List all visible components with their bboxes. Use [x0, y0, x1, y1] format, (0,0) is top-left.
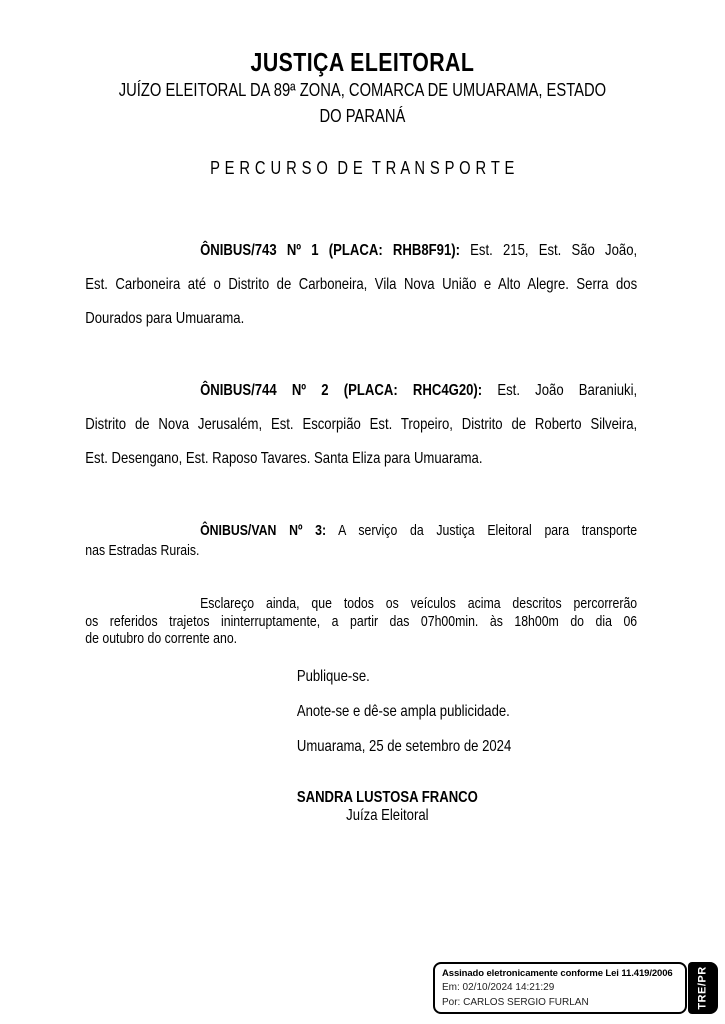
closing-publish: Publique-se.	[296, 668, 370, 685]
bus-743-lead: ÔNIBUS/743 Nº 1 (PLACA: RHB8F91):	[200, 242, 460, 259]
bus-744-lead: ÔNIBUS/744 Nº 2 (PLACA: RHC4G20):	[200, 382, 483, 399]
van-3-lead: ÔNIBUS/VAN Nº 3:	[200, 522, 327, 539]
text-line: Est. Desengano, Est. Raposo Tavares. Santa Eliza para Umuarama.	[85, 450, 483, 467]
court-line-1: JUÍZO ELEITORAL DA 89ª ZONA, COMARCA DE UMUARAMA, ESTADO	[118, 80, 607, 100]
paragraph-clarification	[85, 595, 637, 648]
paragraph-van-3	[85, 521, 637, 561]
text-line: Est. Carboneira até o Distrito de Carboneira, Vila Nova União e Alto Alegre. Serra dos	[85, 276, 638, 293]
document-title: P E R C U R S O D E T R A N S P O R T E	[210, 158, 515, 178]
text-line: de outubro do corrente ano.	[85, 630, 238, 647]
tre-pr-tab	[688, 962, 718, 1014]
closing-dateline: Umuarama, 25 de setembro de 2024	[296, 738, 512, 755]
paragraph-bus-744	[85, 374, 637, 476]
stamp-law-line: Assinado eletronicamente conforme Lei 11.419/2006	[442, 968, 673, 979]
text-line: os referidos trajetos ininterruptamente, a partir das 07h00min. às 18h00m do dia 06	[85, 612, 638, 630]
court-line-2: DO PARANÁ	[319, 106, 406, 126]
text-line: Dourados para Umuarama.	[85, 310, 245, 327]
closing-block	[297, 659, 511, 764]
stamp-signer-line: Por: CARLOS SERGIO FURLAN	[442, 997, 589, 1008]
document-header	[0, 47, 725, 129]
bus-744-line1-rest: Est. João Baraniuki,	[482, 382, 638, 399]
org-title: JUSTIÇA ELEITORAL	[250, 47, 475, 77]
paragraph-bus-743	[85, 234, 637, 336]
text-line: nas Estradas Rurais.	[85, 542, 200, 559]
tre-pr-label: TRE/PR	[697, 966, 709, 1010]
text-line	[85, 234, 637, 268]
text-line: Esclareço ainda, que todos os veículos acima descritos percorrerão	[200, 595, 638, 612]
signature-block	[297, 789, 478, 824]
text-line	[85, 374, 637, 408]
bus-743-line1-rest: Est. 215, Est. São João,	[459, 242, 638, 259]
van-3-line1-rest: A serviço da Justiça Eleitoral para transporte	[326, 522, 638, 539]
electronic-signature-stamp	[433, 962, 687, 1014]
stamp-datetime-line: Em: 02/10/2024 14:21:29	[442, 982, 555, 993]
judge-role: Juíza Eleitoral	[346, 806, 429, 824]
text-line	[85, 521, 637, 541]
closing-note: Anote-se e dê-se ampla publicidade.	[296, 703, 510, 720]
judge-name: SANDRA LUSTOSA FRANCO	[296, 789, 478, 806]
text-line: Distrito de Nova Jerusalém, Est. Escorpião Est. Tropeiro, Distrito de Roberto Silveira,	[85, 416, 638, 433]
